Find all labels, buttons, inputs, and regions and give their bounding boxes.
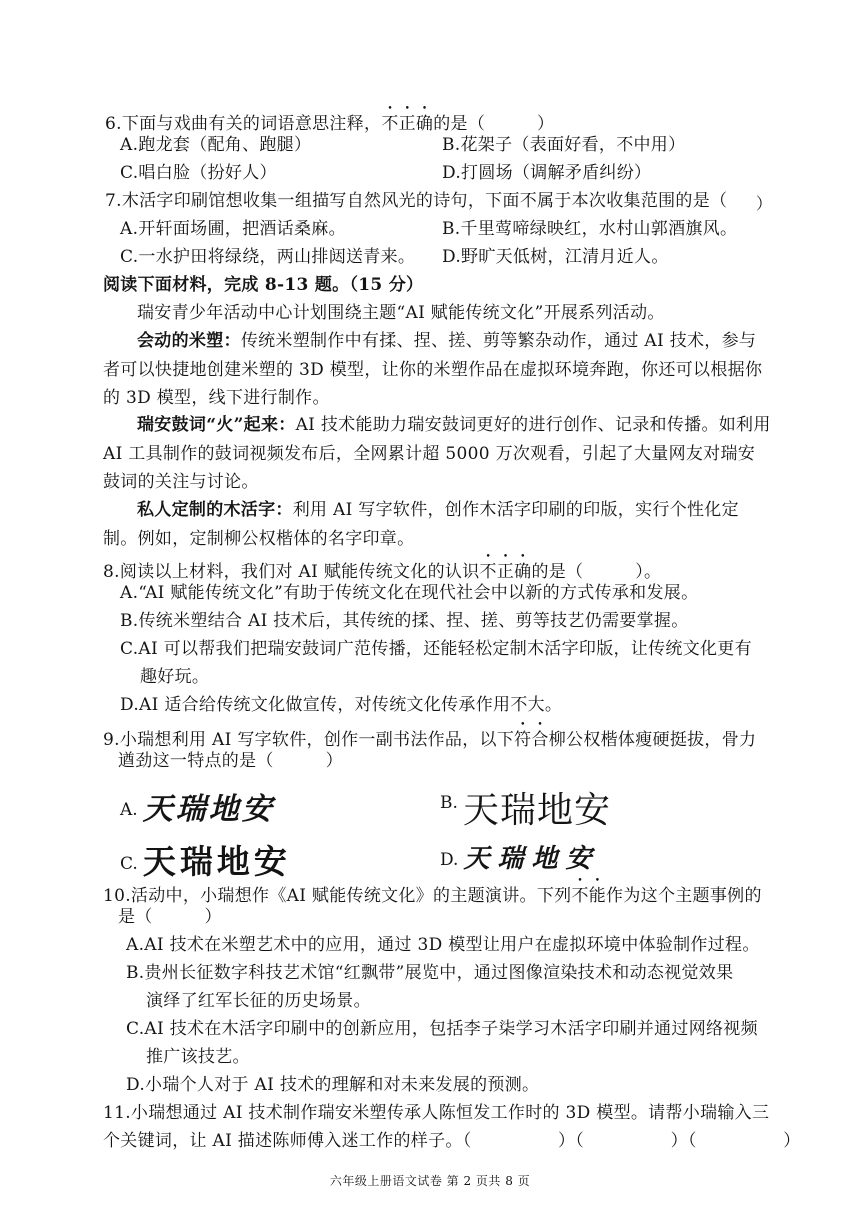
q11-stem-line2: 个关键词，让 AI 描述陈师傅入迷工作的样子。（ ）（ ）（ ） xyxy=(103,1131,801,1151)
q9-option-c-calligraphy: 天瑞地安 xyxy=(142,842,291,881)
q10-option-b-line2: 演绎了红军长征的历史场景。 xyxy=(146,991,371,1011)
q7-option-a: A.开轩面场圃，把酒话桑麻。 xyxy=(120,219,346,239)
q6-stem-emphasis: 不正确 xyxy=(381,114,434,134)
q6-option-c: C.唱白脸（扮好人） xyxy=(120,163,277,183)
q9-stem-text-end: 柳公权楷体瘦硬挺拔，骨力 xyxy=(548,730,757,750)
q9-option-d-calligraphy: 天瑞地安 xyxy=(463,844,600,874)
q9-stem-emphasis: 符合 xyxy=(514,730,549,750)
q10-stem-text-end: 作为这个主题事例的 xyxy=(606,886,762,906)
q8-option-a: A.“AI 赋能传统文化”有助于传统文化在现代社会中以新的方式传承和发展。 xyxy=(120,583,699,603)
q8-option-d: D.AI 适合给传统文化做宣传，对传统文化传承作用不大。 xyxy=(120,695,563,715)
q9-stem-line2: 遒劲这一特点的是（ ） xyxy=(118,751,343,771)
q9-option-c xyxy=(120,832,291,879)
reading-paragraph-3-label: 私人定制的木活字： xyxy=(137,500,293,520)
q10-option-b-line1: B.贵州长征数字科技艺术馆“红飘带”展览中，通过图像渲染技术和动态视觉效果 xyxy=(126,963,734,983)
q8-option-c-line2: 趣好玩。 xyxy=(140,667,210,687)
q9-option-b-calligraphy: 天瑞地安 xyxy=(463,790,612,831)
reading-paragraph-1 xyxy=(103,327,771,413)
q9-option-c-label: C. xyxy=(120,854,138,874)
q7-option-b: B.千里莺啼绿映红，水村山郭酒旗风。 xyxy=(442,219,738,239)
q6-option-b: B.花架子（表面好看，不中用） xyxy=(442,135,686,155)
q8-stem-text: 8.阅读以上材料，我们对 AI 赋能传统文化的认识 xyxy=(103,562,480,582)
q6-option-a: A.跑龙套（配角、跑腿） xyxy=(120,135,312,155)
reading-heading: 阅读下面材料，完成 8-13 题。（15 分） xyxy=(103,275,424,295)
q9-option-b-label: B. xyxy=(440,793,458,813)
q8-stem-emphasis: 不正确 xyxy=(479,562,532,582)
q9-option-d-label: D. xyxy=(440,850,459,870)
q10-option-a: A.AI 技术在米塑艺术中的应用，通过 3D 模型让用户在虚拟环境中体验制作过程。 xyxy=(126,935,760,955)
q7-stem-close: ） xyxy=(756,194,773,213)
q9-option-a xyxy=(120,780,275,827)
q10-option-c-line1: C.AI 技术在木活字印刷中的创新应用，包括李子柒学习木活字印刷并通过网络视频 xyxy=(126,1019,758,1039)
reading-paragraph-2-label: 瑞安鼓词“火”起来： xyxy=(137,415,296,435)
q6-stem-text: 6.下面与戏曲有关的词语意思注释， xyxy=(105,114,382,134)
q7-stem: 7.木活字印刷馆想收集一组描写自然风光的诗句，下面不属于本次收集范围的是（ xyxy=(105,191,728,211)
q8-stem-text-end: 的是（ ）。 xyxy=(531,562,662,582)
reading-paragraph-3 xyxy=(103,496,771,553)
q8-option-c-line1: C.AI 可以帮我们把瑞安鼓词广范传播，还能轻松定制木活字印版，让传统文化更有 xyxy=(120,639,752,659)
reading-intro: 瑞安青少年活动中心计划围绕主题“AI 赋能传统文化”开展系列活动。 xyxy=(137,303,665,323)
q10-stem-text: 10.活动中，小瑞想作《AI 赋能传统文化》的主题演讲。下列 xyxy=(103,886,572,906)
reading-paragraph-1-label: 会动的米塑： xyxy=(137,331,241,351)
reading-paragraph-2 xyxy=(103,411,771,497)
q7-option-c: C.一水护田将绿绕，两山排闼送青来。 xyxy=(120,247,416,267)
q6-option-d: D.打圆场（调解矛盾纠纷） xyxy=(442,163,652,183)
q9-option-b xyxy=(440,778,611,829)
q6-stem-text-end: 的是（ ） xyxy=(433,114,555,134)
reading-paragraph-3-text: 利用 AI 写字软件，创作木活字印刷的印版，实行个性化定制。例如，定制柳公权楷体的名字印章。 xyxy=(103,500,739,549)
q10-stem-line2: 是（ ） xyxy=(118,907,222,927)
page-footer: 六年级上册语文试卷 第 2 页共 8 页 xyxy=(329,1174,531,1188)
q9-stem-text: 9.小瑞想利用 AI 写字软件，创作一副书法作品，以下 xyxy=(103,730,515,750)
q11-stem-line1: 11.小瑞想通过 AI 技术制作瑞安米塑传承人陈恒发工作时的 3D 模型。请帮小瑞输入三 xyxy=(103,1103,770,1123)
q10-stem-emphasis: 不能 xyxy=(571,886,607,906)
q9-option-a-calligraphy: 天瑞地安 xyxy=(142,792,275,827)
q9-option-a-label: A. xyxy=(120,800,138,820)
q10-option-c-line2: 推广该技艺。 xyxy=(146,1047,250,1067)
q8-option-b: B.传统米塑结合 AI 技术后，其传统的揉、捏、搓、剪等技艺仍需要掌握。 xyxy=(120,611,689,631)
reading-paragraph-2-text: AI 技术能助力瑞安鼓词更好的进行创作、记录和传播。如利用 AI 工具制作的鼓词视频发布后，全网累计超 5000 万次观看，引起了大量网友对瑞安鼓词的关注与讨论。 xyxy=(103,415,771,492)
q7-option-d: D.野旷天低树，江清月近人。 xyxy=(442,247,669,267)
q10-option-d: D.小瑞个人对于 AI 技术的理解和对未来发展的预测。 xyxy=(126,1075,540,1095)
reading-paragraph-1-text: 传统米塑制作中有揉、捏、搓、剪等繁杂动作，通过 AI 技术，参与者可以快捷地创建米塑的 3D 模型，让你的米塑作品在虚拟环境奔跑，你还可以根据你的 3D 模型，线下进行制作。 xyxy=(103,331,763,408)
q9-option-d xyxy=(440,836,600,873)
